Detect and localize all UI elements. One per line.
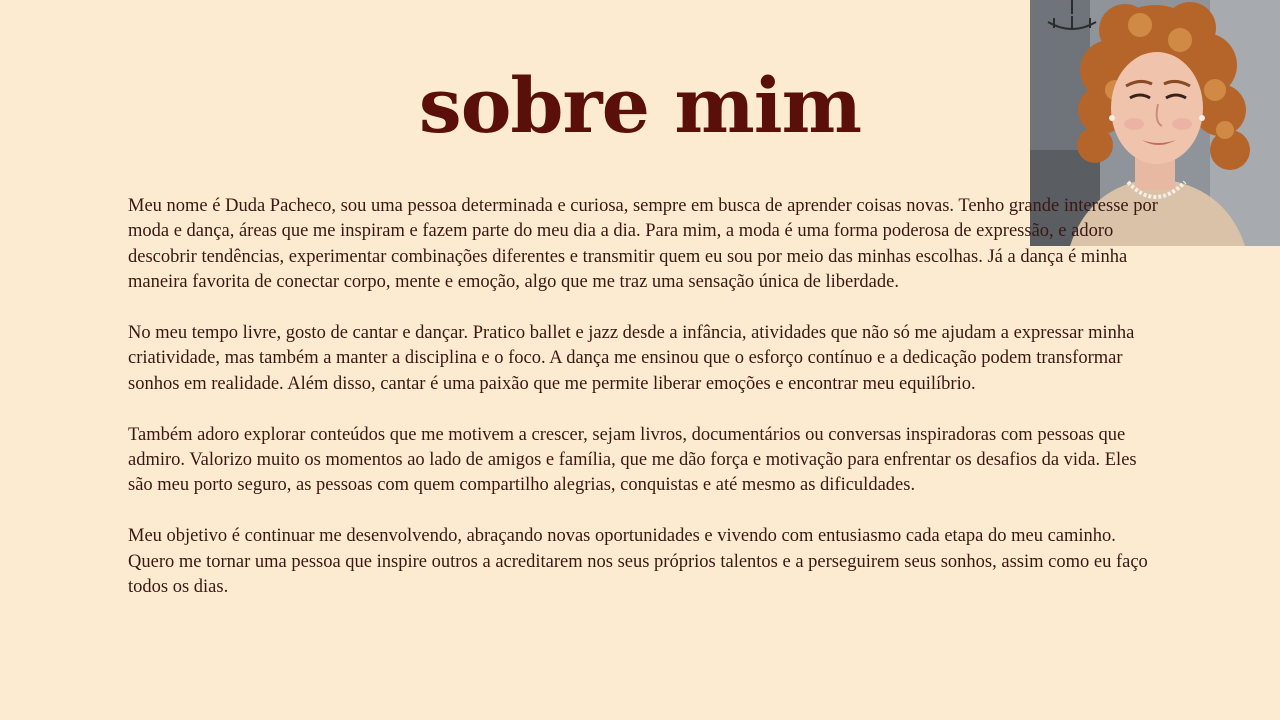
paragraph-3: Também adoro explorar conteúdos que me motivem a crescer, sejam livros, documentários ou conversas inspiradoras com pessoas que admiro. Valorizo muito os momentos ao lado de amigos e família, que me dão força e motivação para enfrentar os desafios da vida. Eles são meu porto seguro, as pessoas com quem compartilho alegrias, conquistas e até mesmo as dificuldades. [128,424,1137,496]
paragraph-2: No meu tempo livre, gosto de cantar e dançar. Pratico ballet e jazz desde a infância, atividades que não só me ajudam a expressar minha criatividade, mas também a manter a disciplina e o foco. A dança me ensinou que o esforço contínuo e a dedicação podem transformar sonhos em realidade. Além disso, cantar é uma paixão que me permite liberar emoções e encontrar meu equilíbrio. [128,323,1135,394]
about-text [128,194,1158,626]
paragraph-4: Meu objetivo é continuar me desenvolvendo, abraçando novas oportunidades e vivendo com entusiasmo cada etapa do meu caminho. Quero me tornar uma pessoa que inspire outros a acreditarem nos seus próprios talentos e a perseguirem seus sonhos, assim como eu faço todos os dias. [128,526,1148,598]
paragraph-1: Meu nome é Duda Pacheco, sou uma pessoa determinada e curiosa, sempre em busca de aprender coisas novas. Tenho grande interesse por moda e dança, áreas que me inspiram e fazem parte do meu dia a dia. Para mim, a moda é uma forma poderosa de expressão, e adoro descobrir tendências, experimentar combinações diferentes e transmitir quem eu sou por meio das minhas escolhas. Já a dança é minha maneira favorita de conectar corpo, mente e emoção, algo que me traz uma sensação única de liberdade. [128,196,1158,293]
page-title: sobre mim [418,61,862,150]
